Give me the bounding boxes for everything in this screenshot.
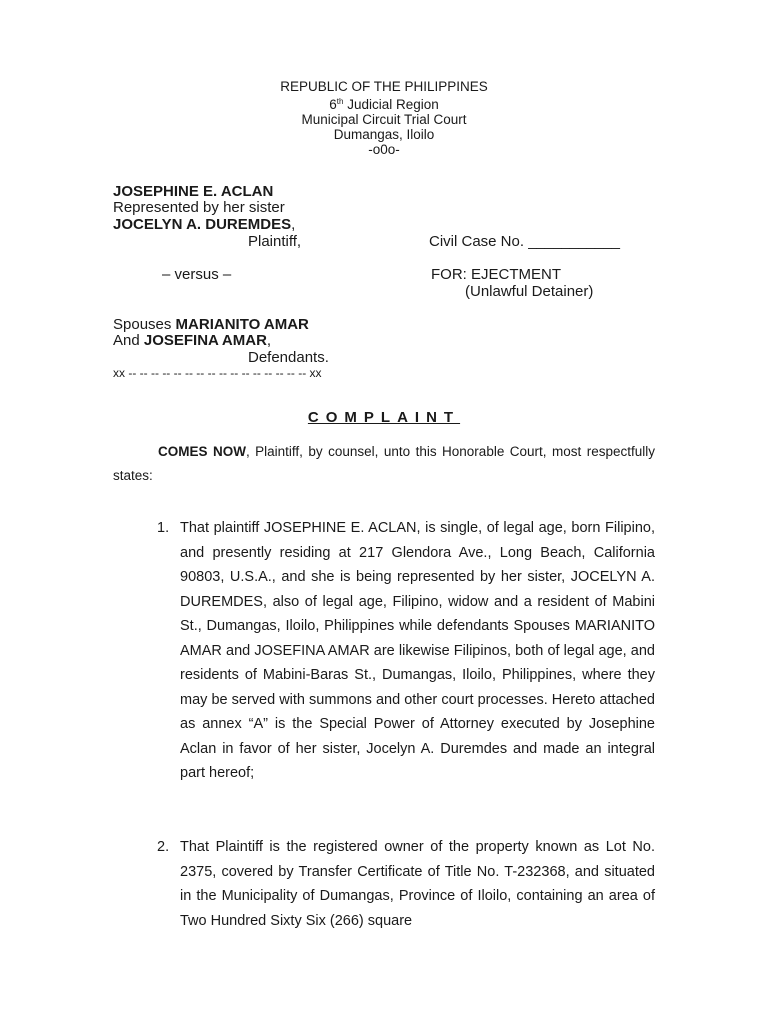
- plaintiff-label: Plaintiff,: [248, 233, 302, 250]
- civil-case-number: Civil Case No. ___________: [429, 233, 620, 250]
- defendant-line-2: And JOSEFINA AMAR,: [113, 332, 272, 349]
- defendant-line-1: Spouses MARIANITO AMAR: [113, 316, 309, 333]
- document-title: COMPLAINT: [307, 409, 461, 426]
- republic-line: REPUBLIC OF THE PHILIPPINES: [280, 79, 488, 94]
- intro-paragraph: COMES NOW, Plaintiff, by counsel, unto this Honorable Court, most respectfully states:: [113, 444, 655, 483]
- defendant-2-name: JOSEFINA AMAR: [143, 332, 267, 349]
- defendants-label: Defendants.: [248, 349, 329, 366]
- court-header: [0, 79, 768, 157]
- for-ejectment: FOR: EJECTMENT: [431, 266, 561, 283]
- paragraph-1-text: That plaintiff JOSEPHINE E. ACLAN, is single, of legal age, born Filipino, and presently residing at 217 Glendora Ave., Long Beach, California 90803, U.S.A., and she is being represented by her sister, JOCELYN A. DUREMDES, also of legal age, Filipino, widow and a resident of Mabini St., Dumangas, Iloilo, Philippines while defendants Spouses MARIANITO AMAR and JOSEFINA AMAR are likewise Filipinos, both of legal age, and residents of Mabini-Baras St., Dumangas, Iloilo, Philippines, where they may be served with summons and other court processes. Hereto attached as annex “A” is the Special Power of Attorney executed by Josephine Aclan in favor of her sister, Jocelyn A. Duremdes and made an integral part hereof;: [180, 520, 655, 781]
- location-line: Dumangas, Iloilo: [333, 127, 435, 142]
- caption-divider: xx -- -- -- -- -- -- -- -- -- -- -- -- -- -- -- -- xx: [113, 366, 322, 380]
- plaintiff-name: JOSEPHINE E. ACLAN: [113, 183, 274, 200]
- region-line: 6th Judicial Region: [329, 97, 439, 112]
- paragraph-2-text: That Plaintiff is the registered owner of the property known as Lot No. 2375, covered by Transfer Certificate of Title No. T-232368, and situated in the Municipality of Dumangas, Province of Iloilo, containing an area of Two Hundred Sixty Six (266) square: [180, 839, 655, 929]
- court-line: Municipal Circuit Trial Court: [301, 112, 467, 127]
- unlawful-detainer: (Unlawful Detainer): [465, 283, 594, 300]
- paragraph-1-number: 1.: [157, 520, 170, 536]
- paragraph-2-number: 2.: [157, 839, 170, 855]
- representative-name: JOCELYN A. DUREMDES: [113, 216, 292, 233]
- defendant-1-name: MARIANITO AMAR: [175, 316, 309, 333]
- versus-label: – versus –: [162, 266, 232, 283]
- represented-by: Represented by her sister: [113, 199, 285, 216]
- intro-lead: COMES NOW: [158, 444, 246, 459]
- separator-line: -o0o-: [368, 142, 400, 157]
- representative-line: JOCELYN A. DUREMDES,: [113, 216, 296, 233]
